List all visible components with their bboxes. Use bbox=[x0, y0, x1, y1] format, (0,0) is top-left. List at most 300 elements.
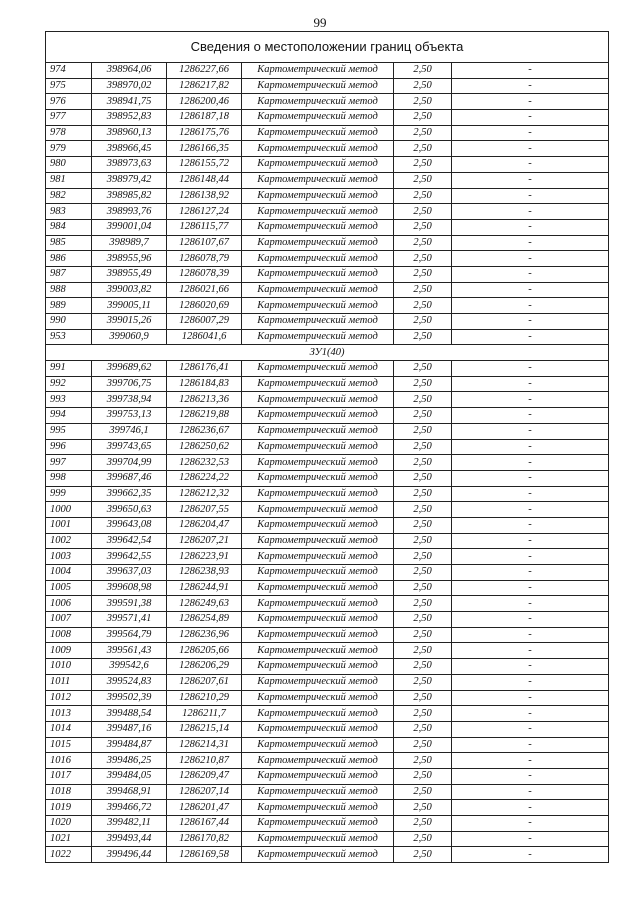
method-cell: Картометрический метод bbox=[242, 251, 394, 267]
accuracy-cell: 2,50 bbox=[394, 517, 452, 533]
table-row bbox=[46, 204, 609, 220]
coord-x-cell: 399687,46 bbox=[92, 470, 167, 486]
note-cell: - bbox=[452, 470, 609, 486]
coord-x-cell: 399561,43 bbox=[92, 643, 167, 659]
coord-x-cell: 399542,6 bbox=[92, 659, 167, 675]
method-cell: Картометрический метод bbox=[242, 753, 394, 769]
note-cell: - bbox=[452, 63, 609, 79]
point-number-cell: 992 bbox=[46, 376, 92, 392]
coord-y-cell: 1286166,35 bbox=[167, 141, 242, 157]
note-cell: - bbox=[452, 517, 609, 533]
coord-y-cell: 1286167,44 bbox=[167, 816, 242, 832]
coord-x-cell: 398955,96 bbox=[92, 251, 167, 267]
note-cell: - bbox=[452, 533, 609, 549]
point-number-cell: 982 bbox=[46, 188, 92, 204]
note-cell: - bbox=[452, 235, 609, 251]
table-row bbox=[46, 659, 609, 675]
accuracy-cell: 2,50 bbox=[394, 125, 452, 141]
note-cell: - bbox=[452, 251, 609, 267]
method-cell: Картометрический метод bbox=[242, 596, 394, 612]
accuracy-cell: 2,50 bbox=[394, 455, 452, 471]
table-row bbox=[46, 721, 609, 737]
note-cell: - bbox=[452, 565, 609, 581]
table-row bbox=[46, 78, 609, 94]
table-row bbox=[46, 533, 609, 549]
coord-x-cell: 398960,13 bbox=[92, 125, 167, 141]
method-cell: Картометрический метод bbox=[242, 549, 394, 565]
table-row bbox=[46, 486, 609, 502]
method-cell: Картометрический метод bbox=[242, 329, 394, 345]
table-row bbox=[46, 565, 609, 581]
coord-y-cell: 1286169,58 bbox=[167, 847, 242, 863]
note-cell: - bbox=[452, 78, 609, 94]
coord-y-cell: 1286238,93 bbox=[167, 565, 242, 581]
coord-y-cell: 1286041,6 bbox=[167, 329, 242, 345]
table-title: Сведения о местоположении границ объекта bbox=[46, 32, 609, 63]
coord-y-cell: 1286127,24 bbox=[167, 204, 242, 220]
table-row bbox=[46, 627, 609, 643]
method-cell: Картометрический метод bbox=[242, 659, 394, 675]
table-row bbox=[46, 157, 609, 173]
table-row bbox=[46, 361, 609, 377]
method-cell: Картометрический метод bbox=[242, 141, 394, 157]
method-cell: Картометрический метод bbox=[242, 565, 394, 581]
method-cell: Картометрический метод bbox=[242, 627, 394, 643]
point-number-cell: 1018 bbox=[46, 784, 92, 800]
table-row bbox=[46, 737, 609, 753]
coord-x-cell: 398979,42 bbox=[92, 172, 167, 188]
coord-x-cell: 399005,11 bbox=[92, 298, 167, 314]
accuracy-cell: 2,50 bbox=[394, 580, 452, 596]
coord-x-cell: 399642,54 bbox=[92, 533, 167, 549]
accuracy-cell: 2,50 bbox=[394, 188, 452, 204]
coord-x-cell: 398955,49 bbox=[92, 266, 167, 282]
method-cell: Картометрический метод bbox=[242, 847, 394, 863]
note-cell: - bbox=[452, 502, 609, 518]
method-cell: Картометрический метод bbox=[242, 612, 394, 628]
coord-y-cell: 1286107,67 bbox=[167, 235, 242, 251]
accuracy-cell: 2,50 bbox=[394, 753, 452, 769]
accuracy-cell: 2,50 bbox=[394, 533, 452, 549]
coord-y-cell: 1286211,7 bbox=[167, 706, 242, 722]
note-cell: - bbox=[452, 612, 609, 628]
accuracy-cell: 2,50 bbox=[394, 408, 452, 424]
table-row bbox=[46, 455, 609, 471]
table-row bbox=[46, 219, 609, 235]
coord-x-cell: 398973,63 bbox=[92, 157, 167, 173]
accuracy-cell: 2,50 bbox=[394, 816, 452, 832]
accuracy-cell: 2,50 bbox=[394, 800, 452, 816]
table-row bbox=[46, 235, 609, 251]
method-cell: Картометрический метод bbox=[242, 423, 394, 439]
accuracy-cell: 2,50 bbox=[394, 847, 452, 863]
coord-y-cell: 1286224,22 bbox=[167, 470, 242, 486]
coord-y-cell: 1286078,39 bbox=[167, 266, 242, 282]
table-row bbox=[46, 502, 609, 518]
method-cell: Картометрический метод bbox=[242, 78, 394, 94]
note-cell: - bbox=[452, 408, 609, 424]
accuracy-cell: 2,50 bbox=[394, 172, 452, 188]
method-cell: Картометрический метод bbox=[242, 580, 394, 596]
section-label: ЗУ1(40) bbox=[46, 345, 609, 361]
method-cell: Картометрический метод bbox=[242, 439, 394, 455]
table-row bbox=[46, 141, 609, 157]
accuracy-cell: 2,50 bbox=[394, 737, 452, 753]
table-row bbox=[46, 816, 609, 832]
table-title-row bbox=[46, 32, 609, 63]
table-row bbox=[46, 596, 609, 612]
coord-x-cell: 399015,26 bbox=[92, 314, 167, 330]
coord-x-cell: 399642,55 bbox=[92, 549, 167, 565]
method-cell: Картометрический метод bbox=[242, 768, 394, 784]
note-cell: - bbox=[452, 753, 609, 769]
coord-y-cell: 1286207,14 bbox=[167, 784, 242, 800]
coord-x-cell: 399001,04 bbox=[92, 219, 167, 235]
section-row bbox=[46, 345, 609, 361]
note-cell: - bbox=[452, 831, 609, 847]
coord-x-cell: 399482,11 bbox=[92, 816, 167, 832]
accuracy-cell: 2,50 bbox=[394, 439, 452, 455]
table-row bbox=[46, 549, 609, 565]
table-row bbox=[46, 768, 609, 784]
method-cell: Картометрический метод bbox=[242, 408, 394, 424]
table-row bbox=[46, 408, 609, 424]
accuracy-cell: 2,50 bbox=[394, 266, 452, 282]
method-cell: Картометрический метод bbox=[242, 298, 394, 314]
accuracy-cell: 2,50 bbox=[394, 612, 452, 628]
boundary-table bbox=[45, 31, 609, 863]
coord-y-cell: 1286254,89 bbox=[167, 612, 242, 628]
coord-y-cell: 1286155,72 bbox=[167, 157, 242, 173]
accuracy-cell: 2,50 bbox=[394, 627, 452, 643]
method-cell: Картометрический метод bbox=[242, 188, 394, 204]
accuracy-cell: 2,50 bbox=[394, 204, 452, 220]
coord-x-cell: 399753,13 bbox=[92, 408, 167, 424]
accuracy-cell: 2,50 bbox=[394, 831, 452, 847]
note-cell: - bbox=[452, 549, 609, 565]
coord-y-cell: 1286210,29 bbox=[167, 690, 242, 706]
coord-x-cell: 399493,44 bbox=[92, 831, 167, 847]
table-row bbox=[46, 376, 609, 392]
note-cell: - bbox=[452, 439, 609, 455]
point-number-cell: 1020 bbox=[46, 816, 92, 832]
point-number-cell: 986 bbox=[46, 251, 92, 267]
coord-y-cell: 1286249,63 bbox=[167, 596, 242, 612]
point-number-cell: 1013 bbox=[46, 706, 92, 722]
method-cell: Картометрический метод bbox=[242, 737, 394, 753]
note-cell: - bbox=[452, 721, 609, 737]
coord-x-cell: 399689,62 bbox=[92, 361, 167, 377]
coord-x-cell: 399496,44 bbox=[92, 847, 167, 863]
point-number-cell: 990 bbox=[46, 314, 92, 330]
coord-x-cell: 399706,75 bbox=[92, 376, 167, 392]
coord-x-cell: 398989,7 bbox=[92, 235, 167, 251]
coord-x-cell: 399746,1 bbox=[92, 423, 167, 439]
coord-y-cell: 1286219,88 bbox=[167, 408, 242, 424]
note-cell: - bbox=[452, 361, 609, 377]
note-cell: - bbox=[452, 455, 609, 471]
coord-x-cell: 399488,54 bbox=[92, 706, 167, 722]
method-cell: Картометрический метод bbox=[242, 643, 394, 659]
coord-y-cell: 1286213,36 bbox=[167, 392, 242, 408]
note-cell: - bbox=[452, 392, 609, 408]
method-cell: Картометрический метод bbox=[242, 235, 394, 251]
point-number-cell: 1009 bbox=[46, 643, 92, 659]
note-cell: - bbox=[452, 110, 609, 126]
note-cell: - bbox=[452, 737, 609, 753]
coord-x-cell: 399571,41 bbox=[92, 612, 167, 628]
point-number-cell: 997 bbox=[46, 455, 92, 471]
coord-y-cell: 1286138,92 bbox=[167, 188, 242, 204]
point-number-cell: 1014 bbox=[46, 721, 92, 737]
point-number-cell: 1006 bbox=[46, 596, 92, 612]
coord-y-cell: 1286207,21 bbox=[167, 533, 242, 549]
page-number: 99 bbox=[313, 15, 327, 30]
method-cell: Картометрический метод bbox=[242, 157, 394, 173]
accuracy-cell: 2,50 bbox=[394, 298, 452, 314]
table-row bbox=[46, 674, 609, 690]
table-body bbox=[46, 32, 609, 863]
coord-x-cell: 399060,9 bbox=[92, 329, 167, 345]
table-row bbox=[46, 831, 609, 847]
point-number-cell: 989 bbox=[46, 298, 92, 314]
note-cell: - bbox=[452, 94, 609, 110]
point-number-cell: 999 bbox=[46, 486, 92, 502]
note-cell: - bbox=[452, 674, 609, 690]
table-row bbox=[46, 784, 609, 800]
method-cell: Картометрический метод bbox=[242, 533, 394, 549]
note-cell: - bbox=[452, 329, 609, 345]
point-number-cell: 1011 bbox=[46, 674, 92, 690]
table-row bbox=[46, 423, 609, 439]
coord-x-cell: 399650,63 bbox=[92, 502, 167, 518]
table-row bbox=[46, 643, 609, 659]
method-cell: Картометрический метод bbox=[242, 392, 394, 408]
coord-y-cell: 1286236,96 bbox=[167, 627, 242, 643]
accuracy-cell: 2,50 bbox=[394, 376, 452, 392]
method-cell: Картометрический метод bbox=[242, 266, 394, 282]
accuracy-cell: 2,50 bbox=[394, 361, 452, 377]
note-cell: - bbox=[452, 486, 609, 502]
table-row bbox=[46, 753, 609, 769]
coord-y-cell: 1286232,53 bbox=[167, 455, 242, 471]
note-cell: - bbox=[452, 627, 609, 643]
coord-y-cell: 1286223,91 bbox=[167, 549, 242, 565]
note-cell: - bbox=[452, 219, 609, 235]
point-number-cell: 1012 bbox=[46, 690, 92, 706]
note-cell: - bbox=[452, 847, 609, 863]
point-number-cell: 977 bbox=[46, 110, 92, 126]
table-row bbox=[46, 282, 609, 298]
accuracy-cell: 2,50 bbox=[394, 282, 452, 298]
coord-y-cell: 1286201,47 bbox=[167, 800, 242, 816]
method-cell: Картометрический метод bbox=[242, 63, 394, 79]
table-row bbox=[46, 125, 609, 141]
method-cell: Картометрический метод bbox=[242, 219, 394, 235]
coord-y-cell: 1286148,44 bbox=[167, 172, 242, 188]
coord-y-cell: 1286170,82 bbox=[167, 831, 242, 847]
table-row bbox=[46, 63, 609, 79]
method-cell: Картометрический метод bbox=[242, 517, 394, 533]
table-row bbox=[46, 298, 609, 314]
point-number-cell: 998 bbox=[46, 470, 92, 486]
note-cell: - bbox=[452, 298, 609, 314]
point-number-cell: 1008 bbox=[46, 627, 92, 643]
point-number-cell: 993 bbox=[46, 392, 92, 408]
point-number-cell: 1010 bbox=[46, 659, 92, 675]
method-cell: Картометрический метод bbox=[242, 376, 394, 392]
accuracy-cell: 2,50 bbox=[394, 470, 452, 486]
note-cell: - bbox=[452, 768, 609, 784]
coord-y-cell: 1286204,47 bbox=[167, 517, 242, 533]
table-row bbox=[46, 188, 609, 204]
coord-y-cell: 1286217,82 bbox=[167, 78, 242, 94]
coord-x-cell: 399643,08 bbox=[92, 517, 167, 533]
method-cell: Картометрический метод bbox=[242, 470, 394, 486]
point-number-cell: 1021 bbox=[46, 831, 92, 847]
method-cell: Картометрический метод bbox=[242, 721, 394, 737]
coord-x-cell: 399738,94 bbox=[92, 392, 167, 408]
coord-y-cell: 1286007,29 bbox=[167, 314, 242, 330]
coord-y-cell: 1286200,46 bbox=[167, 94, 242, 110]
accuracy-cell: 2,50 bbox=[394, 549, 452, 565]
point-number-cell: 983 bbox=[46, 204, 92, 220]
table-row bbox=[46, 800, 609, 816]
coord-x-cell: 398964,06 bbox=[92, 63, 167, 79]
coord-x-cell: 399484,87 bbox=[92, 737, 167, 753]
point-number-cell: 1005 bbox=[46, 580, 92, 596]
coord-x-cell: 399743,65 bbox=[92, 439, 167, 455]
note-cell: - bbox=[452, 314, 609, 330]
method-cell: Картометрический метод bbox=[242, 455, 394, 471]
coord-x-cell: 399487,16 bbox=[92, 721, 167, 737]
point-number-cell: 1019 bbox=[46, 800, 92, 816]
accuracy-cell: 2,50 bbox=[394, 219, 452, 235]
point-number-cell: 1001 bbox=[46, 517, 92, 533]
coord-x-cell: 399591,38 bbox=[92, 596, 167, 612]
accuracy-cell: 2,50 bbox=[394, 392, 452, 408]
method-cell: Картометрический метод bbox=[242, 502, 394, 518]
table-row bbox=[46, 251, 609, 267]
method-cell: Картометрический метод bbox=[242, 486, 394, 502]
accuracy-cell: 2,50 bbox=[394, 659, 452, 675]
method-cell: Картометрический метод bbox=[242, 831, 394, 847]
coord-y-cell: 1286020,69 bbox=[167, 298, 242, 314]
point-number-cell: 979 bbox=[46, 141, 92, 157]
coord-x-cell: 398970,02 bbox=[92, 78, 167, 94]
coord-x-cell: 399486,25 bbox=[92, 753, 167, 769]
note-cell: - bbox=[452, 157, 609, 173]
accuracy-cell: 2,50 bbox=[394, 141, 452, 157]
coord-x-cell: 398966,45 bbox=[92, 141, 167, 157]
point-number-cell: 1015 bbox=[46, 737, 92, 753]
coord-x-cell: 399468,91 bbox=[92, 784, 167, 800]
accuracy-cell: 2,50 bbox=[394, 329, 452, 345]
point-number-cell: 996 bbox=[46, 439, 92, 455]
point-number-cell: 1003 bbox=[46, 549, 92, 565]
coord-x-cell: 399502,39 bbox=[92, 690, 167, 706]
accuracy-cell: 2,50 bbox=[394, 423, 452, 439]
point-number-cell: 980 bbox=[46, 157, 92, 173]
point-number-cell: 974 bbox=[46, 63, 92, 79]
note-cell: - bbox=[452, 706, 609, 722]
point-number-cell: 953 bbox=[46, 329, 92, 345]
coord-y-cell: 1286250,62 bbox=[167, 439, 242, 455]
method-cell: Картометрический метод bbox=[242, 94, 394, 110]
table-row bbox=[46, 690, 609, 706]
accuracy-cell: 2,50 bbox=[394, 110, 452, 126]
method-cell: Картометрический метод bbox=[242, 125, 394, 141]
coord-x-cell: 399662,35 bbox=[92, 486, 167, 502]
note-cell: - bbox=[452, 188, 609, 204]
table-row bbox=[46, 329, 609, 345]
coord-y-cell: 1286214,31 bbox=[167, 737, 242, 753]
coord-x-cell: 398985,82 bbox=[92, 188, 167, 204]
method-cell: Картометрический метод bbox=[242, 706, 394, 722]
point-number-cell: 1002 bbox=[46, 533, 92, 549]
note-cell: - bbox=[452, 800, 609, 816]
point-number-cell: 981 bbox=[46, 172, 92, 188]
coord-y-cell: 1286184,83 bbox=[167, 376, 242, 392]
method-cell: Картометрический метод bbox=[242, 674, 394, 690]
accuracy-cell: 2,50 bbox=[394, 486, 452, 502]
coord-y-cell: 1286187,18 bbox=[167, 110, 242, 126]
coord-y-cell: 1286021,66 bbox=[167, 282, 242, 298]
note-cell: - bbox=[452, 282, 609, 298]
accuracy-cell: 2,50 bbox=[394, 565, 452, 581]
note-cell: - bbox=[452, 580, 609, 596]
note-cell: - bbox=[452, 659, 609, 675]
method-cell: Картометрический метод bbox=[242, 816, 394, 832]
point-number-cell: 1007 bbox=[46, 612, 92, 628]
table-row bbox=[46, 580, 609, 596]
table-row bbox=[46, 612, 609, 628]
point-number-cell: 991 bbox=[46, 361, 92, 377]
accuracy-cell: 2,50 bbox=[394, 784, 452, 800]
table-row bbox=[46, 847, 609, 863]
coord-x-cell: 399564,79 bbox=[92, 627, 167, 643]
point-number-cell: 978 bbox=[46, 125, 92, 141]
accuracy-cell: 2,50 bbox=[394, 690, 452, 706]
accuracy-cell: 2,50 bbox=[394, 596, 452, 612]
note-cell: - bbox=[452, 690, 609, 706]
accuracy-cell: 2,50 bbox=[394, 502, 452, 518]
table-row bbox=[46, 706, 609, 722]
table-row bbox=[46, 94, 609, 110]
note-cell: - bbox=[452, 125, 609, 141]
coord-x-cell: 399637,03 bbox=[92, 565, 167, 581]
coord-y-cell: 1286115,77 bbox=[167, 219, 242, 235]
table-row bbox=[46, 392, 609, 408]
coord-x-cell: 399003,82 bbox=[92, 282, 167, 298]
point-number-cell: 1017 bbox=[46, 768, 92, 784]
coord-x-cell: 399466,72 bbox=[92, 800, 167, 816]
accuracy-cell: 2,50 bbox=[394, 768, 452, 784]
table-row bbox=[46, 439, 609, 455]
coord-y-cell: 1286236,67 bbox=[167, 423, 242, 439]
point-number-cell: 994 bbox=[46, 408, 92, 424]
point-number-cell: 1016 bbox=[46, 753, 92, 769]
accuracy-cell: 2,50 bbox=[394, 251, 452, 267]
coord-x-cell: 399704,99 bbox=[92, 455, 167, 471]
coord-y-cell: 1286212,32 bbox=[167, 486, 242, 502]
note-cell: - bbox=[452, 784, 609, 800]
accuracy-cell: 2,50 bbox=[394, 706, 452, 722]
coord-y-cell: 1286227,66 bbox=[167, 63, 242, 79]
accuracy-cell: 2,50 bbox=[394, 314, 452, 330]
coord-y-cell: 1286215,14 bbox=[167, 721, 242, 737]
note-cell: - bbox=[452, 376, 609, 392]
